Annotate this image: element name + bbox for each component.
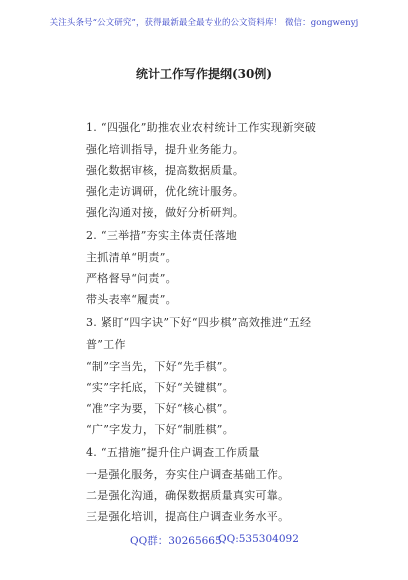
qq-group-number: QQ群：30265665 xyxy=(130,535,222,547)
body-line: “准”字为要，下好“核心棋”。 xyxy=(86,402,234,415)
heading-item-2: 2. “三举措”夯实主体责任落地 xyxy=(86,229,238,242)
body-line: 强化走访调研，优化统计服务。 xyxy=(86,185,245,198)
heading-item-3-continued: 普”工作 xyxy=(86,338,126,351)
heading-item-4: 4. “五措施”提升住户调查工作质量 xyxy=(86,446,260,459)
body-line: 严格督导“问责”。 xyxy=(86,272,177,285)
heading-item-1: 1. “四强化”助推农业农村统计工作实现新突破 xyxy=(86,121,317,134)
heading-item-3: 3. 紧盯“四字诀”下好“四步棋”高效推进“五经 xyxy=(86,316,312,329)
document-title: 统计工作写作提纲(30例) xyxy=(135,67,273,81)
body-line: “实”字托底，下好“关键棋”。 xyxy=(86,381,234,394)
body-line: “制”字当先，下好“先手棋”。 xyxy=(86,360,234,373)
footer-contact xyxy=(0,533,408,547)
body-line: 二是强化沟通，确保数据质量真实可靠。 xyxy=(86,489,290,502)
body-line: 强化培训指导，提升业务能力。 xyxy=(86,143,245,156)
qq-number: QQ:535304092 xyxy=(218,533,299,545)
body-line: 带头表率“履责”。 xyxy=(86,293,177,306)
body-line: 强化数据审核，提高数据质量。 xyxy=(86,164,245,177)
body-line: 主抓清单“明责”。 xyxy=(86,251,177,264)
body-line: “广”字发力，下好“制胜棋”。 xyxy=(86,423,234,436)
body-line: 强化沟通对接，做好分析研判。 xyxy=(86,206,245,219)
body-line: 三是强化培训，提高住户调查业务水平。 xyxy=(86,510,290,523)
body-line: 一是强化服务，夯实住户调查基础工作。 xyxy=(86,468,290,481)
header-promo-note: 关注头条号“公文研究”，获得最新最全最专业的公文资料库！ 微信：gongwenyj xyxy=(49,18,359,28)
